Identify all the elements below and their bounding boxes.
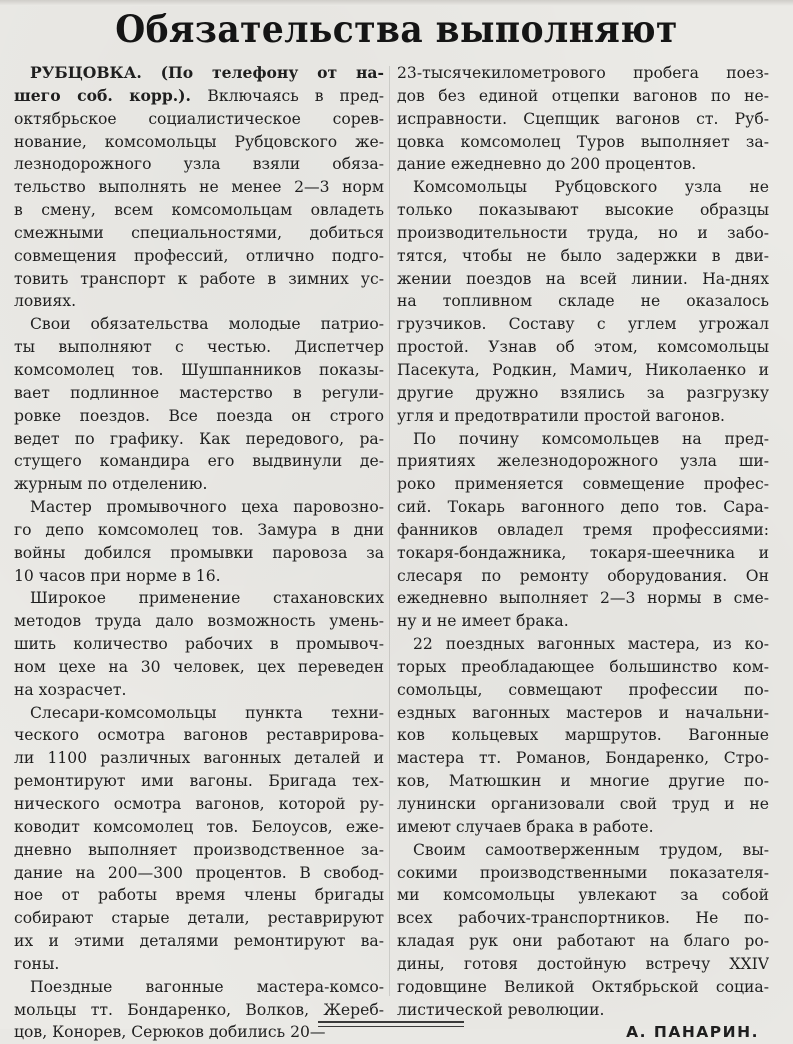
text-line: Слесари-комсомольцы пункта техни- [30,703,384,722]
text-line: ловиях. [14,292,77,311]
text-line: совмещения профессий, отлично подго- [14,246,384,265]
text-line: 10 часов при норме в 16. [14,566,221,585]
text-line: Свои обязательства молодые патрио- [30,315,384,334]
text-line: фанников овладел тремя профессиями: [397,520,769,539]
text-line: войны добился промывки паровоза за [14,543,384,562]
author-signature: А. ПАНАРИН. [626,1023,759,1042]
text-line: приятиях железнодорожного узла ши- [397,452,769,471]
text-line: вает подлинное мастерство в регули- [14,383,384,402]
text-line: ездных вагонных мастеров и начальни- [397,703,769,722]
text-line: тельство выполнять не менее 2—3 норм [14,178,384,197]
text-line: производительности труда, но и забо- [397,223,769,242]
text-line: комсомолец тов. Шушпанников показы- [14,360,384,379]
dateline-source-cont: шего соб. корр.). [14,85,208,105]
text-line: Комсомольцы Рубцовского узла не [413,178,769,197]
text-line: ремонтируют ими вагоны. Бригада тех- [14,772,384,791]
text-line: цов, Конорев, Серюков добились 20— [14,1023,326,1042]
text-line: исправности. Сцепщик вагонов ст. Руб- [397,109,769,128]
text-line: мастера тт. Романов, Бондаренко, Стро- [397,749,769,768]
text-line: слесаря по ремонту оборудования. Он [397,566,769,585]
text-line: сомольцы, совмещают профессии по- [397,680,769,699]
text-line: нического осмотра вагонов, которой ру- [14,795,384,813]
text-fragment: Включаясь в пред- [207,86,384,105]
text-line: ну и не имеет брака. [397,612,569,631]
text-line: ческого осмотра вагонов реставрирова- [14,726,384,745]
text-line: ков кольцевых маршрутов. Вагонные [397,726,769,745]
text-line: октябрьское социалистическое сорев- [14,109,384,128]
text-line: го депо комсомолец тов. Замура в дни [14,520,384,539]
text-line: По почину комсомольцев на пред- [413,429,769,448]
text-line: стущего командира его выдвинули де- [14,452,384,471]
dateline-line [14,62,384,85]
dateline-cont-line [14,85,384,108]
text-line: методов труда дало возможность умень- [14,612,384,631]
text-line: угля и предотвратили простой вагонов. [397,406,725,425]
text-line: мольцы тт. Бондаренко, Волков, Жереб- [14,1000,384,1019]
text-line: сокими производственными показателя- [397,863,769,882]
text-line: всех рабочих-транспортников. Не по- [397,909,769,928]
text-line: ми комсомольцы увлекают за собой [397,886,769,905]
text-line: ведет по графику. Как передового, ра- [14,429,384,448]
text-line: сий. Токарь вагонного депо тов. Сара- [397,498,769,517]
text-line: другие дружно взялись за разгрузку [397,383,769,402]
dateline: РУБЦОВКА. [30,63,161,82]
article-headline: Обязательства выполняют [115,7,678,51]
text-line: только показывают высокие образцы [397,201,769,220]
text-line: лезнодорожного узла взяли обяза- [14,155,384,174]
text-line: дневно выполняет производственное за- [14,840,384,859]
text-line: имеют случаев брака в работе. [397,817,654,836]
bottom-rule [318,1021,464,1027]
text-line: в смену, всем комсомольцам овладеть [14,201,384,220]
text-line: годовщине Великой Октябрьской социа- [397,977,769,996]
text-line: жении поездов на всей линии. На-днях [397,269,769,288]
text-line: Широкое применение стахановских [30,589,384,608]
text-line: смежными специальностями, добиться [14,223,384,242]
text-line: простой. Узнав об этом, комсомольцы [397,338,769,357]
text-line: товить транспорт к работе в зимних ус- [14,269,384,288]
text-line: Мастер промывочного цеха паровозно- [30,498,384,517]
article-column-left [14,62,384,1044]
text-line: ровке поездов. Все поезда он строго [14,406,384,425]
text-line: ежедневно выполняет 2—3 нормы в сме- [397,589,769,608]
column-divider [389,66,390,996]
text-line: ководит комсомолец тов. Белоусов, еже- [14,817,384,836]
text-line: токаря-бондажника, токаря-шеечника и [397,543,769,562]
text-line: 23-тысячекилометрового пробега поез- [397,64,769,82]
text-line: цовка комсомолец Туров выполняет за- [397,132,769,151]
text-line: гоны. [14,954,60,973]
text-line: собирают старые детали, реставрируют [14,909,384,928]
text-line: ном цехе на 30 человек, цех переведен [14,657,384,676]
text-line: ли 1100 различных вагонных деталей и [14,749,384,768]
dateline-source: (По телефону от на- [160,63,384,82]
text-line: на хозрасчет. [14,680,127,699]
text-line: дов без единой отцепки вагонов по не- [397,86,769,105]
text-line: Своим самоотверженным трудом, вы- [413,840,769,859]
text-line: Поездные вагонные мастера-комсо- [30,977,384,996]
text-line: ков, Матюшкин и многие другие по- [397,772,769,791]
text-line: ное от работы время члены бригады [14,886,384,905]
text-line: лунински организовали свой труд и не [397,795,769,813]
text-line: торых преобладающее большинство ком- [397,657,769,676]
text-line: дание ежедневно до 200 процентов. [397,155,697,174]
text-line: на топливном складе не оказалось [397,292,769,311]
article-column-right [397,62,769,1044]
text-line: Пасекута, Родкин, Мамич, Николаенко и [397,360,769,379]
text-line: их и этими деталями ремонтируют ва- [14,932,384,951]
text-line: ты выполняют с честью. Диспетчер [14,338,384,357]
text-line: грузчиков. Составу с углем угрожал [397,315,769,334]
text-line: дины, готовя достойную встречу XXIV [397,954,769,973]
text-line: кладая рук они работают на благо ро- [397,932,769,951]
text-line: шить количество рабочих в промывоч- [14,635,384,654]
text-line: нование, комсомольцы Рубцовского же- [14,132,384,151]
text-line: дание на 200—300 процентов. В свобод- [14,863,384,882]
text-line: роко применяется совмещение профес- [397,475,769,494]
text-line: журным по отделению. [14,475,208,494]
text-line: листической революции. [397,1000,605,1019]
text-line: тятся, чтобы не было задержки в дви- [397,246,769,265]
text-line: 22 поездных вагонных мастера, из ко- [413,635,769,654]
